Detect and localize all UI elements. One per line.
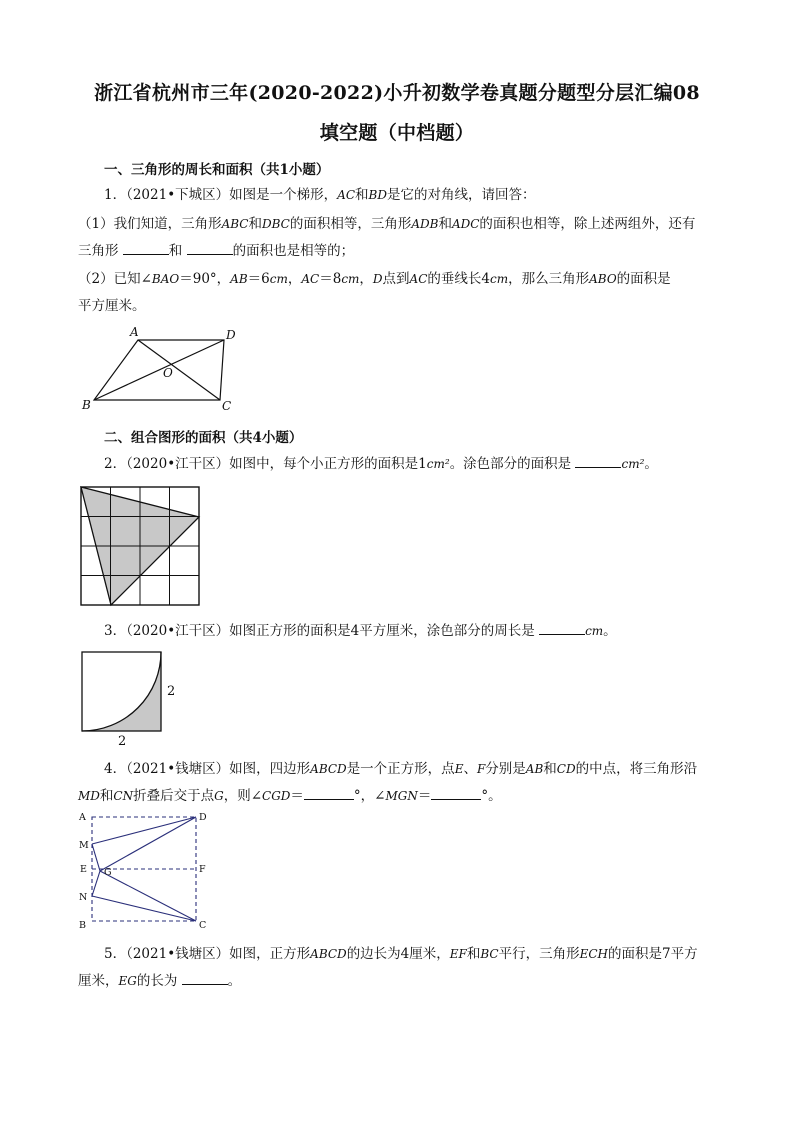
question-1-part2 xyxy=(78,269,671,289)
q1-text: 的面积是 xyxy=(616,271,671,287)
q4-var: ABCD xyxy=(310,762,347,776)
q1-text: 和 xyxy=(355,187,369,203)
q2-unit: cm² xyxy=(426,457,450,471)
answer-blank[interactable] xyxy=(182,972,228,985)
q4-var: AB xyxy=(525,762,544,776)
q1-text: （1）我们知道，三角形 xyxy=(78,216,222,232)
q3-source: （2020•江干区） xyxy=(126,623,230,639)
q1-text: 是它的对角线，请回答： xyxy=(386,187,536,203)
q5-var: ABCD xyxy=(310,947,347,961)
q5-text: 。 xyxy=(227,973,242,989)
line-mg xyxy=(92,844,100,871)
question-1-intro xyxy=(104,185,535,205)
q4-text: 和 xyxy=(543,761,557,777)
label-o: O xyxy=(163,366,173,380)
q4-source: （2021•钱塘区） xyxy=(126,761,230,777)
q5-text: 和 xyxy=(466,946,481,962)
label-d: D xyxy=(199,812,207,823)
answer-blank[interactable] xyxy=(431,787,481,800)
q1-var: AC xyxy=(337,188,356,202)
label-a: A xyxy=(79,812,86,823)
q4-text: °，∠ xyxy=(353,788,386,804)
q1-text: 的面积也相等，除上述两组外，还有 xyxy=(479,216,696,232)
q1-var: ABC xyxy=(221,217,249,231)
answer-blank[interactable] xyxy=(304,787,354,800)
question-5-line2 xyxy=(78,971,241,991)
label-b: B xyxy=(79,920,86,931)
q1-text: ＝6 xyxy=(247,271,270,287)
folded-square-figure xyxy=(74,810,214,932)
q1-var: DBC xyxy=(261,217,290,231)
q1-text: 的面积也是相等的； xyxy=(232,243,355,259)
label-g: G xyxy=(104,867,112,878)
q1-source: （2021•下城区） xyxy=(126,187,230,203)
q3-text: 。 xyxy=(603,623,617,639)
q1-text: 的面积相等，三角形 xyxy=(289,216,412,232)
diagonal-bd xyxy=(94,340,224,400)
answer-blank[interactable] xyxy=(539,622,585,635)
question-1-part1-line2 xyxy=(78,241,354,261)
q2-text: 如图中，每个小正方形的面积是1 xyxy=(229,456,427,472)
question-4-line2 xyxy=(78,786,502,806)
q5-text: 的长为 xyxy=(136,973,178,989)
q1-var: AC xyxy=(301,272,320,286)
q4-var: G xyxy=(214,789,224,803)
q4-var: MD xyxy=(78,789,100,803)
q1-text: 和 xyxy=(168,243,183,259)
q4-text: 是一个正方形，点 xyxy=(346,761,455,777)
q3-number: 3． xyxy=(104,623,127,639)
q4-text: 如图，四边形 xyxy=(229,761,311,777)
q1-var: ADC xyxy=(451,217,480,231)
q5-number: 5． xyxy=(104,946,127,962)
q4-var: CD xyxy=(556,762,576,776)
line-gd xyxy=(100,817,196,871)
q4-var: MGN xyxy=(385,789,418,803)
q4-number: 4． xyxy=(104,761,127,777)
q1-text: 三角形 xyxy=(78,243,119,259)
fold-line-nc xyxy=(92,896,196,921)
page-title: 浙江省杭州市三年(2020-2022)小升初数学卷真题分题型分层汇编08 xyxy=(94,82,700,104)
q3-unit: cm xyxy=(585,624,604,638)
question-2 xyxy=(104,454,658,474)
q4-var: E xyxy=(454,762,464,776)
q1-text: ＝90°， xyxy=(179,271,231,287)
q4-text: ＝ xyxy=(417,788,432,804)
q2-source: （2020•江干区） xyxy=(126,456,230,472)
label-b: B xyxy=(82,398,91,412)
q5-var: ECH xyxy=(579,947,609,961)
q1-unit: cm xyxy=(269,272,288,286)
q4-text: 、 xyxy=(463,761,477,777)
q5-var: EG xyxy=(118,974,137,988)
q1-text: （2）已知∠ xyxy=(78,271,152,287)
q2-text: 。涂色部分的面积是 xyxy=(449,456,572,472)
q1-text: ， xyxy=(359,271,373,287)
q4-text: °。 xyxy=(481,788,502,804)
q4-var: F xyxy=(476,762,486,776)
q1-text: 如图是一个梯形， xyxy=(229,187,338,203)
q5-text: 厘米， xyxy=(78,973,119,989)
label-f: F xyxy=(199,864,206,875)
label-a: A xyxy=(130,325,139,339)
q1-text: 和 xyxy=(438,216,452,232)
line-ng xyxy=(92,871,100,896)
page-subtitle: 填空题（中档题） xyxy=(319,122,475,144)
label-d: D xyxy=(226,328,236,342)
q4-var: CGD xyxy=(262,789,291,803)
q1-unit: cm xyxy=(341,272,360,286)
q1-var: ADB xyxy=(411,217,439,231)
q1-unit: cm xyxy=(490,272,509,286)
question-1-part2-line2: 平方厘米。 xyxy=(78,298,146,314)
q1-text: ＝8 xyxy=(319,271,342,287)
question-3 xyxy=(104,621,617,641)
label-m: M xyxy=(79,840,89,851)
side-label-bottom: 2 xyxy=(118,734,127,746)
q4-text: 的中点，将三角形沿 xyxy=(575,761,698,777)
label-c: C xyxy=(222,399,232,413)
q4-text: ＝ xyxy=(290,788,304,804)
shaded-region xyxy=(82,652,161,731)
q4-text: 和 xyxy=(99,788,114,804)
q1-text: ，那么三角形 xyxy=(508,271,590,287)
q5-var: EF xyxy=(449,947,467,961)
q1-var: ABO xyxy=(589,272,617,286)
trapezoid-figure xyxy=(74,322,244,414)
line-gc xyxy=(100,871,196,921)
q5-source: （2021•钱塘区） xyxy=(126,946,230,962)
q4-var: CN xyxy=(113,789,134,803)
section-heading-1: 一、三角形的周长和面积（共1小题） xyxy=(104,162,330,178)
q2-number: 2． xyxy=(104,456,127,472)
answer-blank[interactable] xyxy=(187,242,233,255)
q5-text: 平行，三角形 xyxy=(498,946,580,962)
diagonal-ac xyxy=(138,340,220,400)
q5-text: 的面积是7平方 xyxy=(608,946,698,962)
q1-text: 的垂线长4 xyxy=(427,271,490,287)
q1-number: 1． xyxy=(104,187,127,203)
answer-blank[interactable] xyxy=(123,242,169,255)
q1-text: 点到 xyxy=(382,271,410,287)
q3-text: 如图正方形的面积是4平方厘米，涂色部分的周长是 xyxy=(229,623,535,639)
grid-figure xyxy=(78,484,202,608)
side-label-right: 2 xyxy=(167,684,176,699)
q4-text: 分别是 xyxy=(485,761,526,777)
question-5 xyxy=(104,944,698,964)
q2-text: 。 xyxy=(644,456,658,472)
square-arc-figure xyxy=(78,648,188,746)
q1-text: 和 xyxy=(248,216,262,232)
q1-var: AB xyxy=(230,272,248,286)
q4-text: 折叠后交于点 xyxy=(133,788,215,804)
q4-text: ，则∠ xyxy=(223,788,263,804)
question-4 xyxy=(104,759,697,779)
q1-var: D xyxy=(372,272,383,286)
label-c: C xyxy=(199,920,207,931)
section-heading-2: 二、组合图形的面积（共4小题） xyxy=(104,430,303,446)
q5-var: BC xyxy=(480,947,499,961)
q1-var: BAO xyxy=(151,272,180,286)
label-e: E xyxy=(80,864,87,875)
answer-blank[interactable] xyxy=(575,455,621,468)
q5-text: 的边长为4厘米， xyxy=(346,946,450,962)
q1-var: BD xyxy=(368,188,387,202)
q5-text: 如图，正方形 xyxy=(229,946,311,962)
question-1-part1 xyxy=(78,214,695,234)
fold-line-md xyxy=(92,817,196,844)
q2-unit: cm² xyxy=(621,457,645,471)
q1-var: AC xyxy=(409,272,428,286)
label-n: N xyxy=(79,892,88,903)
q1-text: ， xyxy=(287,271,302,287)
